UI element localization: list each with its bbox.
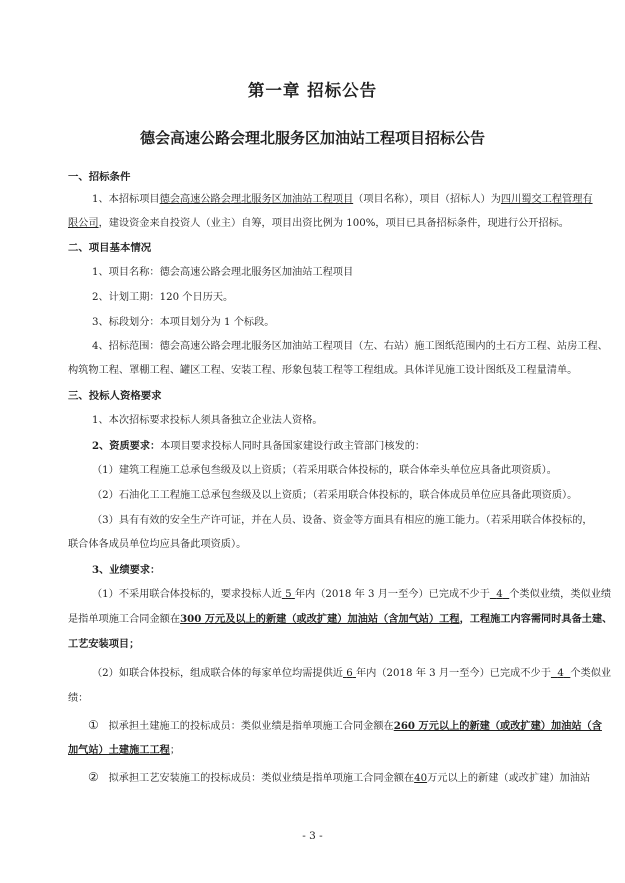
- s3-item-2-label: 2、资质要求：: [92, 440, 161, 452]
- section-2-heading: 二、项目基本情况: [68, 242, 152, 254]
- qualification-3-line-2: 联合体各成员单位均应具备此项资质）。: [68, 539, 247, 550]
- perf2-text-a: （2）如联合体投标，组成联合体的每家单位均需提供近: [92, 668, 343, 679]
- perf2-years: [343, 668, 356, 679]
- performance-2-line-2: 绩：: [68, 693, 89, 704]
- install-text-b: 万元以上的新建（或改扩建）加油站: [427, 773, 591, 784]
- s2-item-4-line-2: 构筑物工程、罩棚工程、罐区工程、安装工程、形象包装工程等工程组成。具体详见施工设计图纸及工程量清单。: [68, 365, 578, 376]
- circled-number-2: ②: [88, 770, 99, 784]
- civil-requirement-line-1: [88, 718, 602, 734]
- s3-item-2: [92, 439, 425, 454]
- qualification-3-line-1: （3）具有有效的安全生产许可证，并在人员、设备、资金等方面具有相应的施工能力。（若采用联合体投标的，: [92, 515, 593, 526]
- civil-text-end: ；: [169, 745, 181, 756]
- circled-number-1: ①: [88, 718, 99, 732]
- civil-requirement-line-2: [68, 743, 180, 758]
- s1-text-b: （项目名称），项目（招标人）为: [353, 194, 501, 205]
- s1-text-c: ，建设资金来自投资人（业主）自筹，项目出资比例为 100%，项目已具备招标条件，现进行公开招标。: [98, 218, 569, 229]
- s2-item-4-line-1: 4、招标范围：德会高速公路会理北服务区加油站工程项目（左、右站）施工图纸范围内的土石方工程、站房工程、: [92, 341, 608, 352]
- performance-1-line-1: [92, 588, 611, 602]
- perf1-count: [490, 589, 509, 600]
- perf2-count-value: 4: [557, 668, 564, 679]
- perf1-text-d: 是指单项施工合同金额在: [68, 614, 181, 625]
- section-3-heading: 三、投标人资格要求: [68, 390, 162, 402]
- install-text-a: 拟承担工艺安装施工的投标成员：类似业绩是指单项施工合同金额在: [108, 773, 415, 784]
- perf2-count: [551, 668, 570, 679]
- install-amount: 40: [414, 773, 428, 784]
- s1-owner-b: 限公司: [68, 218, 99, 229]
- performance-1-line-3: 工艺安装项目；: [68, 638, 140, 650]
- s1-owner-a: 四川蜀交工程管理有: [500, 194, 593, 205]
- civil-amount-requirement: 260 万元以上的新建（或改扩建）加油站（含: [393, 720, 602, 732]
- s1-text-a: 1、本招标项目: [92, 194, 160, 205]
- perf1-text-e: ，工程施工内容需同时具备土建、: [459, 613, 613, 625]
- qualification-1: （1）建筑工程施工总承包叁级及以上资质；（若采用联合体投标的，联合体牵头单位应具备此项资质）。: [92, 465, 557, 476]
- s2-item-3: 3、标段划分：本项目划分为 1 个标段。: [92, 317, 275, 328]
- civil-work-scope: 加气站）土建施工工程: [68, 744, 170, 756]
- perf1-years-value: 5: [285, 589, 292, 600]
- s1-paragraph-line-2: [68, 217, 569, 231]
- perf1-count-value: 4: [496, 589, 503, 600]
- s2-item-2: 2、计划工期：120 个日历天。: [92, 292, 234, 303]
- perf1-amount-requirement: 300 万元及以上的新建（或改扩建）加油站（含加气站）工程: [180, 613, 460, 625]
- qualification-2: （2）石油化工工程施工总承包叁级及以上资质；（若采用联合体投标的，联合体成员单位应具备此项资质）。: [92, 490, 578, 501]
- s2-item-1: 1、项目名称：德会高速公路会理北服务区加油站工程项目: [92, 267, 354, 278]
- page-number: - 3 -: [302, 830, 323, 842]
- chapter-title: 第一章 招标公告: [247, 81, 378, 100]
- performance-2-line-1: [92, 667, 611, 681]
- perf1-text-c: 个类似业绩，类似业绩: [509, 589, 612, 600]
- performance-heading: 3、业绩要求：: [92, 564, 161, 576]
- s3-item-2-text: 本项目要求投标人同时具备国家建设行政主管部门核发的：: [160, 441, 426, 452]
- perf1-text-b: 年内（2018 年 3 月一至今）已完成不少于: [294, 589, 490, 600]
- document-title: 德会高速公路会理北服务区加油站工程项目招标公告: [139, 129, 485, 147]
- perf2-text-c: 个类似业: [570, 668, 612, 679]
- civil-text-a: 拟承担土建施工的投标成员：类似业绩是指单项施工合同金额在: [108, 721, 394, 732]
- performance-1-line-2: [68, 612, 612, 627]
- perf1-years: [282, 589, 295, 600]
- s1-paragraph-line-1: [92, 193, 593, 207]
- installation-requirement-line-1: [88, 770, 590, 786]
- s1-project-name: 德会高速公路会理北服务区加油站工程项目: [159, 194, 354, 205]
- s3-item-1: 1、本次招标要求投标人须具备独立企业法人资格。: [92, 415, 323, 426]
- section-1-heading: 一、招标条件: [68, 171, 131, 183]
- perf1-text-a: （1）不采用联合体投标的，要求投标人近: [92, 589, 282, 600]
- perf2-years-value: 6: [346, 668, 353, 679]
- perf2-text-b: 年内（2018 年 3 月一至今）已完成不少于: [355, 668, 551, 679]
